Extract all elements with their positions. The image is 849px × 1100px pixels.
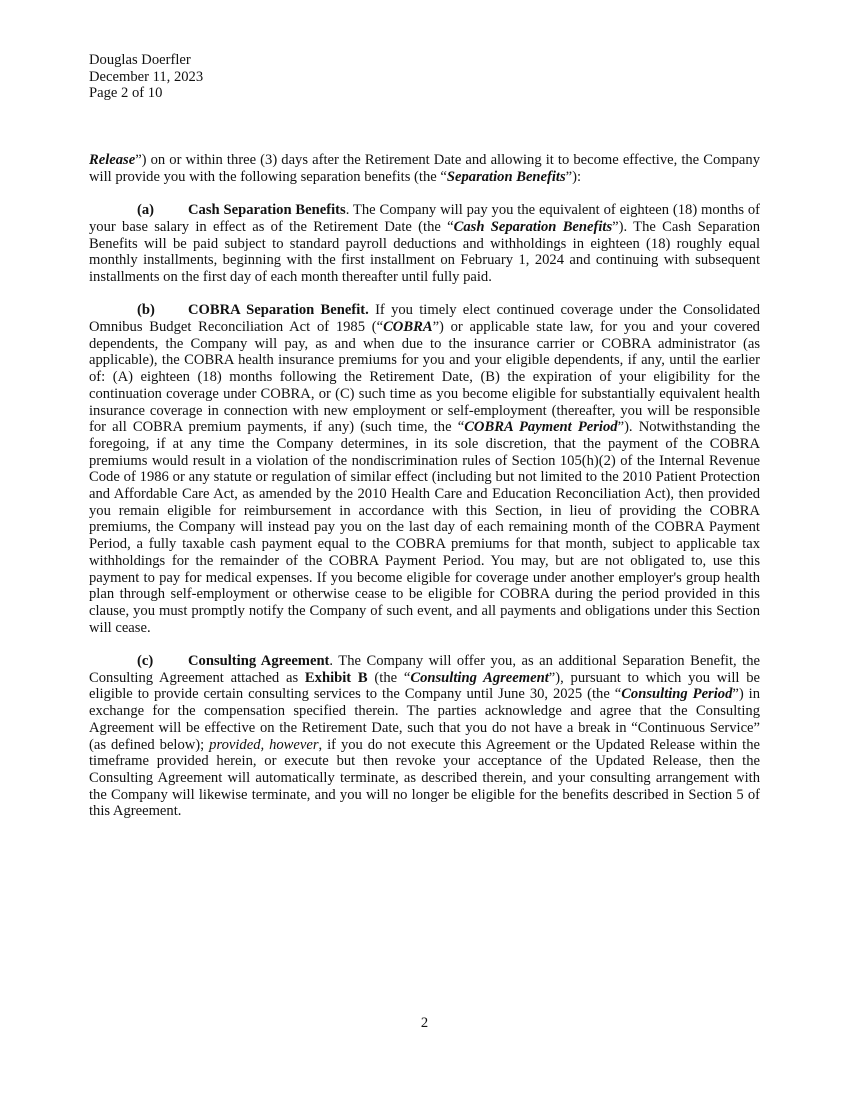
- section-b-heading: COBRA Separation Benefit.: [188, 302, 369, 319]
- document-body: [89, 152, 760, 837]
- section-c-paragraph: (c) Consulting Agreement. The Company will offer you, as an additional Separation Benefit, the Consulting Agreement attached as Exhibit B (the “Consulting Agreement”), pursuant to which you will be eligible to provide certain consulting services to the Company until June 30, 2025 (the “Consulting Period”) in exchange for the compensation specified therein. The parties acknowledge and agree that the Consulting Agreement will be effective on the Retirement Date, such that you do not have a break in “Continuous Service” (as defined below); provided, however, if you do not execute this Agreement or the Updated Release within the timeframe provided herein, or execute but then revoke your acceptance of the Updated Release, then the Consulting Agreement will automatically terminate, as described therein, and your consulting arrangement with the Company will likewise terminate, and you will no longer be eligible for the benefits described in Section 5 of this Agreement.: [89, 653, 760, 820]
- section-b-label: (b): [137, 302, 155, 319]
- exhibit-reference: Exhibit B: [304, 669, 368, 686]
- intro-paragraph: Release”) on or within three (3) days after the Retirement Date and allowing it to become effective, the Company will provide you with the following separation benefits (the “Separation Benefits”):: [89, 152, 760, 185]
- section-b-paragraph: (b) COBRA Separation Benefit. If you timely elect continued coverage under the Consolidated Omnibus Budget Reconciliation Act of 1985 (“COBRA”) or applicable state law, for you and your covered dependents, the Company will pay, as and when due to the insurance carrier or COBRA administrator (as applicable), the COBRA health insurance premiums for you and your eligible dependents, if any, until the earlier of: (A) eighteen (18) months following the Retirement Date, (B) the expiration of your eligibility for the continuation coverage under COBRA, or (C) such time as you become eligible for substantially equivalent health insurance coverage in connection with new employment or self-employment (thereafter, you will be responsible for all COBRA premium payments, if any) (such time, the “COBRA Payment Period”). Notwithstanding the foregoing, if at any time the Company determines, in its sole discretion, that the payment of the COBRA premiums would result in a violation of the nondiscrimination rules of Section 105(h)(2) of the Internal Revenue Code of 1986 or any statute or regulation of similar effect (including but not limited to the 2010 Patient Protection and Affordable Care Act, as amended by the 2010 Health Care and Education Reconciliation Act), then provided you remain eligible for reimbursement in accordance with this Section, in lieu of providing the COBRA premiums, the Company will instead pay you on the last day of each remaining month of the COBRA Payment Period, a fully taxable cash payment equal to the COBRA premiums for that month, subject to applicable tax withholdings for the remainder of the COBRA Payment Period. You may, but are not obligated to, use this payment to pay for medical expenses. If you become eligible for coverage under another employer's group health plan through self-employment or otherwise cease to be eligible for COBRA during the period provided in this clause, you must promptly notify the Company of such event, and all payments and obligations under this Section will cease.: [89, 302, 761, 636]
- term-consulting-period: Consulting Period: [621, 686, 733, 703]
- term-cash-separation-benefits: Cash Separation Benefits: [453, 218, 613, 235]
- term-release: Release: [89, 152, 136, 168]
- page-number: 2: [420, 1015, 429, 1031]
- letter-header: [89, 52, 489, 102]
- term-cobra-payment-period: COBRA Payment Period: [464, 419, 618, 436]
- letter-date: December 11, 2023: [89, 68, 204, 85]
- term-separation-benefits: Separation Benefits: [446, 168, 566, 185]
- section-c-label: (c): [137, 653, 154, 670]
- page-indicator: Page 2 of 10: [89, 85, 163, 102]
- section-a-heading: Cash Separation Benefits: [188, 202, 346, 219]
- recipient-name: Douglas Doerfler: [89, 52, 191, 68]
- section-a-paragraph: (a) Cash Separation Benefits. The Company will pay you the equivalent of eighteen (18) months of your base salary in effect as of the Retirement Date (the “Cash Separation Benefits”). The Cash Separation Benefits will be paid subject to standard payroll deductions and withholdings in eighteen (18) roughly equal monthly installments, beginning with the first installment on February 1, 2024 and continuing with subsequent installments on the first day of each month thereafter until fully paid.: [89, 202, 761, 285]
- term-cobra: COBRA: [383, 319, 433, 335]
- section-a-label: (a): [137, 202, 155, 219]
- proviso: provided, however: [209, 736, 319, 753]
- section-c-heading: Consulting Agreement: [188, 653, 330, 670]
- term-consulting-agreement: Consulting Agreement: [410, 669, 549, 686]
